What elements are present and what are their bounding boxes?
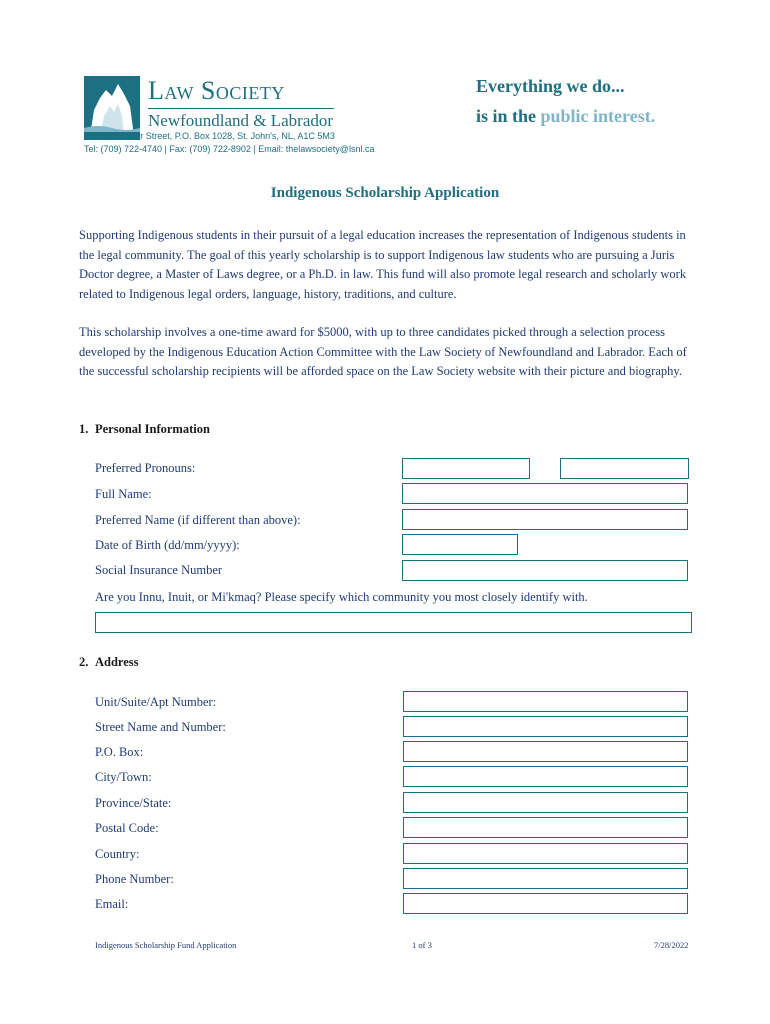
country-field[interactable]	[403, 843, 688, 864]
header-divider	[148, 108, 334, 109]
city-field[interactable]	[403, 766, 688, 787]
pronouns-label: Preferred Pronouns:	[95, 461, 196, 475]
pronouns-field-2[interactable]	[560, 458, 689, 479]
country-label: Country:	[95, 847, 140, 861]
email-field[interactable]	[403, 893, 688, 914]
postal-code-field[interactable]	[403, 817, 688, 838]
dob-label: Date of Birth (dd/mm/yyyy):	[95, 538, 240, 552]
section-number: 1.	[79, 422, 89, 436]
city-label: City/Town:	[95, 770, 152, 784]
footer-date: 7/28/2022	[654, 940, 689, 950]
tagline-prefix: is in the	[476, 106, 541, 126]
po-box-label: P.O. Box:	[95, 745, 144, 759]
org-subtitle: Newfoundland & Labrador	[148, 111, 334, 130]
section-number: 2.	[79, 655, 89, 669]
unit-field[interactable]	[403, 691, 688, 712]
community-field[interactable]	[95, 612, 692, 633]
footer-page-number: 1 of 3	[412, 940, 432, 950]
tagline-highlight: public interest.	[540, 106, 656, 126]
full-name-field[interactable]	[402, 483, 688, 504]
postal-code-label: Postal Code:	[95, 821, 159, 835]
document-title: Indigenous Scholarship Application	[270, 185, 500, 201]
unit-label: Unit/Suite/Apt Number:	[95, 695, 217, 709]
sin-field[interactable]	[402, 560, 688, 581]
footer-document-name: Indigenous Scholarship Fund Application	[95, 940, 237, 950]
org-name: Law Society	[148, 76, 285, 105]
po-box-field[interactable]	[403, 741, 688, 762]
community-label: Are you Innu, Inuit, or Mi'kmaq? Please specify which community you most closely identify with.	[95, 590, 588, 604]
street-label: Street Name and Number:	[95, 720, 226, 734]
award-paragraph: This scholarship involves a one-time award for $5000, with up to three candidates picked through a selection process developed by the Indigenous Education Action Committee with the Law Society of Newfoundland and Labrador. Each of the successful scholarship recipients will be afforded space on the Law Society website with their picture and biography.	[79, 325, 687, 378]
province-field[interactable]	[403, 792, 688, 813]
pronouns-field-1[interactable]	[402, 458, 530, 479]
phone-label: Phone Number:	[95, 872, 174, 886]
tagline-line1: Everything we do...	[476, 76, 625, 96]
preferred-name-label: Preferred Name (if different than above):	[95, 513, 301, 527]
preferred-name-field[interactable]	[402, 509, 688, 530]
email-label: Email:	[95, 897, 129, 911]
section-title: Personal Information	[95, 422, 210, 436]
full-name-label: Full Name:	[95, 487, 152, 501]
section-address	[79, 655, 139, 670]
street-field[interactable]	[403, 716, 688, 737]
tagline-line2	[476, 106, 655, 127]
dob-field[interactable]	[402, 534, 518, 555]
sin-label: Social Insurance Number	[95, 563, 223, 577]
province-label: Province/State:	[95, 796, 172, 810]
intro-paragraph: Supporting Indigenous students in their pursuit of a legal education increases the representation of Indigenous students in the legal community. The goal of this yearly scholarship is to support Indigenous law students who are pursuing a Juris Doctor degree, a Master of Laws degree, or a Ph.D. in law. This fund will also promote legal research and scholarly work related to Indigenous legal orders, language, history, traditions, and culture.	[79, 228, 687, 301]
phone-field[interactable]	[403, 868, 688, 889]
address-line: 196-198 Water Street, P.O. Box 1028, St. John's, NL, A1C 5M3	[84, 131, 335, 141]
section-personal-information	[79, 422, 210, 437]
section-title: Address	[95, 655, 139, 669]
contact-line: Tel: (709) 722-4740 | Fax: (709) 722-8902 | Email: thelawsociety@lsnl.ca	[84, 144, 375, 154]
